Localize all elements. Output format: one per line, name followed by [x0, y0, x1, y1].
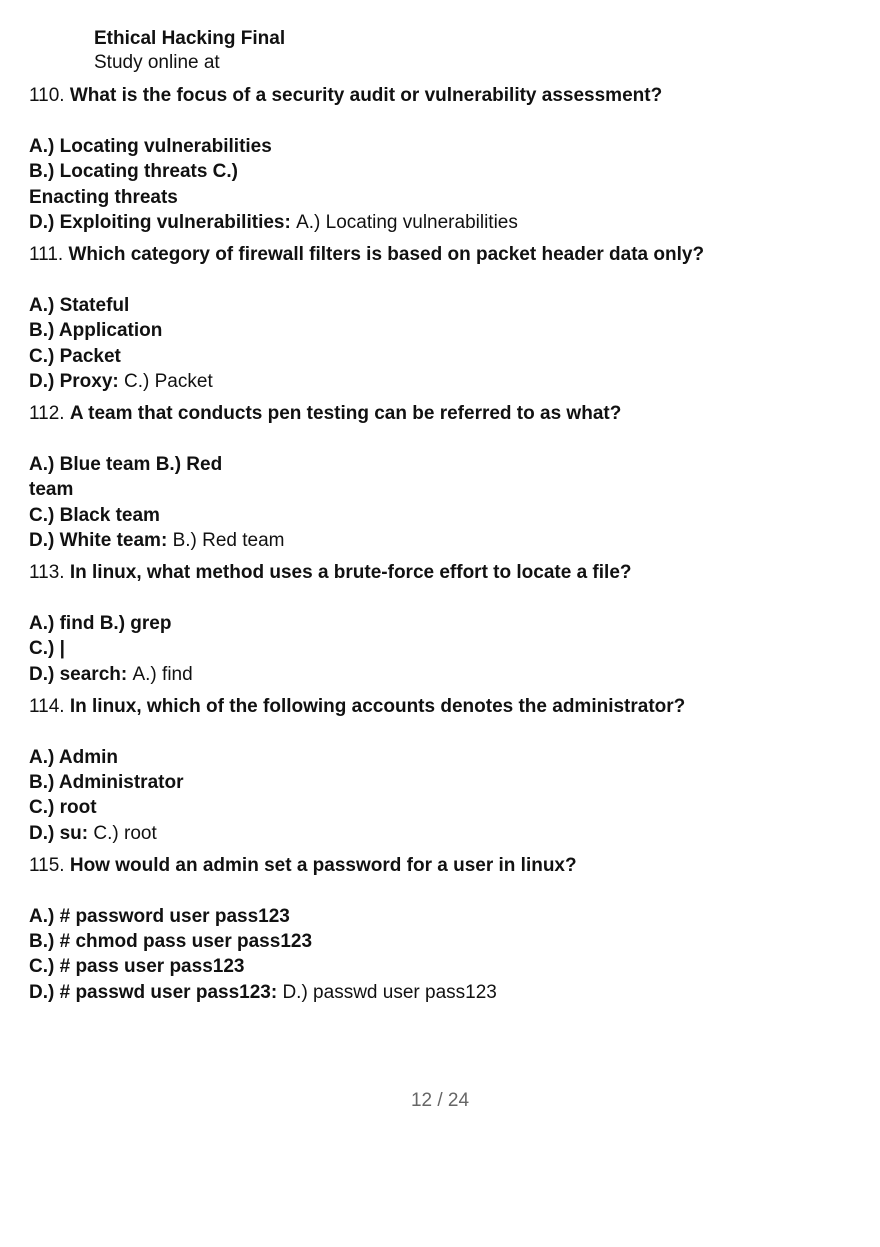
option-line: A.) find B.) grep [29, 613, 172, 635]
question-block [29, 401, 869, 553]
question-line [29, 242, 869, 267]
answer-text: B.) Red team [172, 529, 285, 551]
option-line: A.) Blue team B.) Red [29, 454, 223, 476]
question-text: In linux, which of the following accounts denotes the administrator? [69, 695, 686, 717]
option-line-last [29, 980, 869, 1005]
question-number: 114. [29, 695, 65, 717]
question-number: 112. [29, 403, 65, 425]
option-line: A.) Locating vulnerabilities [29, 136, 272, 158]
option-line: A.) Admin [29, 747, 119, 769]
option-label: D.) Exploiting vulnerabilities: [29, 211, 291, 233]
option-label: D.) Proxy: [29, 370, 119, 392]
question-number: 115. [29, 854, 65, 876]
answer-text: C.) root [93, 822, 157, 844]
option-line: Enacting threats [29, 186, 178, 208]
option-line: B.) Administrator [29, 772, 184, 794]
option-line: C.) root [29, 797, 97, 819]
option-label: D.) White team: [29, 529, 168, 551]
question-block [29, 83, 869, 235]
option-line: B.) Application [29, 320, 163, 342]
option-line: B.) Locating threats C.) [29, 161, 239, 183]
option-line: C.) | [29, 638, 65, 660]
question-list [29, 83, 869, 1012]
answer-text: D.) passwd user pass123 [282, 981, 497, 1003]
option-line: C.) Black team [29, 504, 160, 526]
option-line: A.) # password user pass123 [29, 906, 290, 928]
question-block [29, 242, 869, 394]
question-line [29, 694, 869, 719]
study-online-text: Study online at [94, 52, 220, 73]
question-line [29, 560, 869, 585]
document-header [94, 27, 285, 75]
question-text: A team that conducts pen testing can be referred to as what? [69, 403, 622, 425]
answer-text: A.) Locating vulnerabilities [296, 211, 518, 233]
question-line [29, 853, 869, 878]
option-label: D.) # passwd user pass123: [29, 981, 278, 1003]
answer-text: C.) Packet [124, 370, 213, 392]
option-line: C.) Packet [29, 345, 121, 367]
question-block [29, 694, 869, 846]
document-title: Ethical Hacking Final [94, 28, 286, 49]
option-line-last [29, 662, 869, 687]
option-line-last [29, 369, 869, 394]
question-line [29, 401, 869, 426]
option-line: A.) Stateful [29, 295, 130, 317]
page-indicator: 12 / 24 [410, 1090, 470, 1111]
question-line [29, 83, 869, 108]
answer-text: A.) find [132, 663, 193, 685]
option-line-last [29, 821, 869, 846]
question-number: 111. [29, 244, 64, 266]
option-line-last [29, 210, 869, 235]
question-text: In linux, what method uses a brute-force effort to locate a file? [69, 562, 632, 584]
question-number: 113. [29, 562, 65, 584]
option-line: C.) # pass user pass123 [29, 956, 245, 978]
option-label: D.) search: [29, 663, 128, 685]
question-number: 110. [29, 85, 65, 106]
question-text: What is the focus of a security audit or vulnerability assessment? [69, 85, 663, 106]
option-line: B.) # chmod pass user pass123 [29, 931, 313, 953]
question-block [29, 853, 869, 1005]
question-text: How would an admin set a password for a user in linux? [69, 854, 577, 876]
question-text: Which category of firewall filters is based on packet header data only? [68, 244, 705, 266]
option-line-last [29, 528, 869, 553]
option-line: team [29, 479, 74, 501]
option-label: D.) su: [29, 822, 89, 844]
question-block [29, 560, 869, 687]
